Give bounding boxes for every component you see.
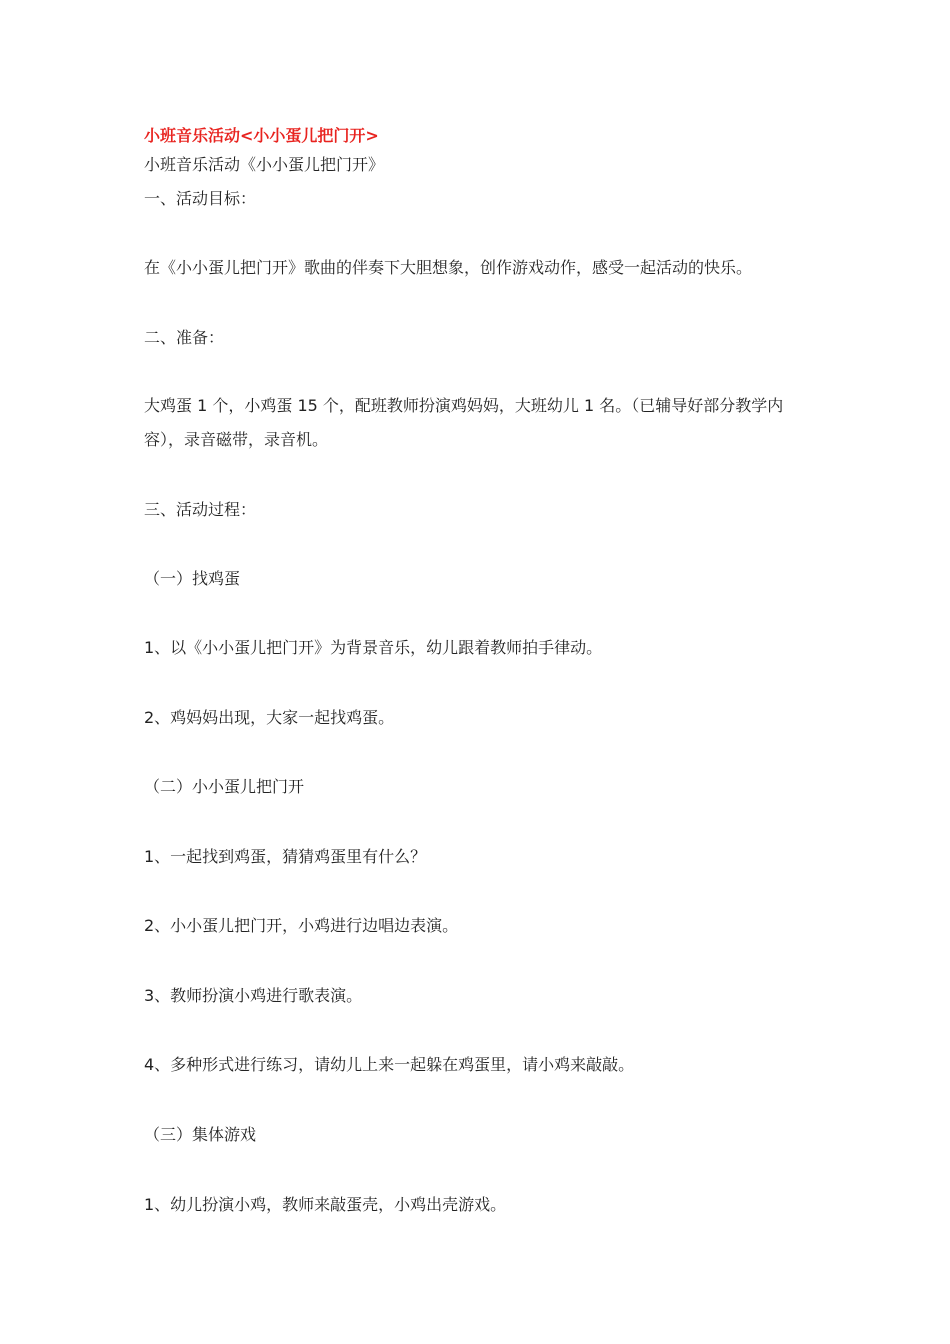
list-item: 2、小小蛋儿把门开，小鸡进行边唱边表演。: [144, 916, 459, 935]
list-item: 3、教师扮演小鸡进行歌表演。: [144, 986, 363, 1005]
part-heading-egg-opens: （二）小小蛋儿把门开: [144, 777, 305, 796]
list-item: 1、一起找到鸡蛋，猜猜鸡蛋里有什么？: [144, 847, 427, 866]
list-item: 1、幼儿扮演小鸡，教师来敲蛋壳，小鸡出壳游戏。: [144, 1195, 507, 1214]
list-item: 4、多种形式进行练习，请幼儿上来一起躲在鸡蛋里，请小鸡来敲敲。: [144, 1055, 635, 1074]
list-item: 2、鸡妈妈出现，大家一起找鸡蛋。: [144, 708, 395, 727]
part-heading-find-eggs: （一）找鸡蛋: [144, 569, 241, 588]
part-heading-group-game: （三）集体游戏: [144, 1125, 257, 1144]
preparation-paragraph: 大鸡蛋 1 个，小鸡蛋 15 个，配班教师扮演鸡妈妈，大班幼儿 1 名。（已辅导好部分教学内容），录音磁带，录音机。: [144, 396, 784, 449]
list-item: 1、以《小小蛋儿把门开》为背景音乐，幼儿跟着教师拍手律动。: [144, 638, 603, 657]
document-subtitle: 小班音乐活动《小小蛋儿把门开》: [144, 155, 385, 174]
section-heading-preparation: 二、准备：: [144, 328, 225, 347]
document-title: 小班音乐活动<小小蛋儿把门开>: [144, 126, 379, 145]
section-heading-goals: 一、活动目标：: [144, 189, 257, 208]
section-heading-process: 三、活动过程：: [144, 500, 257, 519]
goals-paragraph: 在《小小蛋儿把门开》歌曲的伴奏下大胆想象，创作游戏动作，感受一起活动的快乐。: [144, 258, 753, 277]
